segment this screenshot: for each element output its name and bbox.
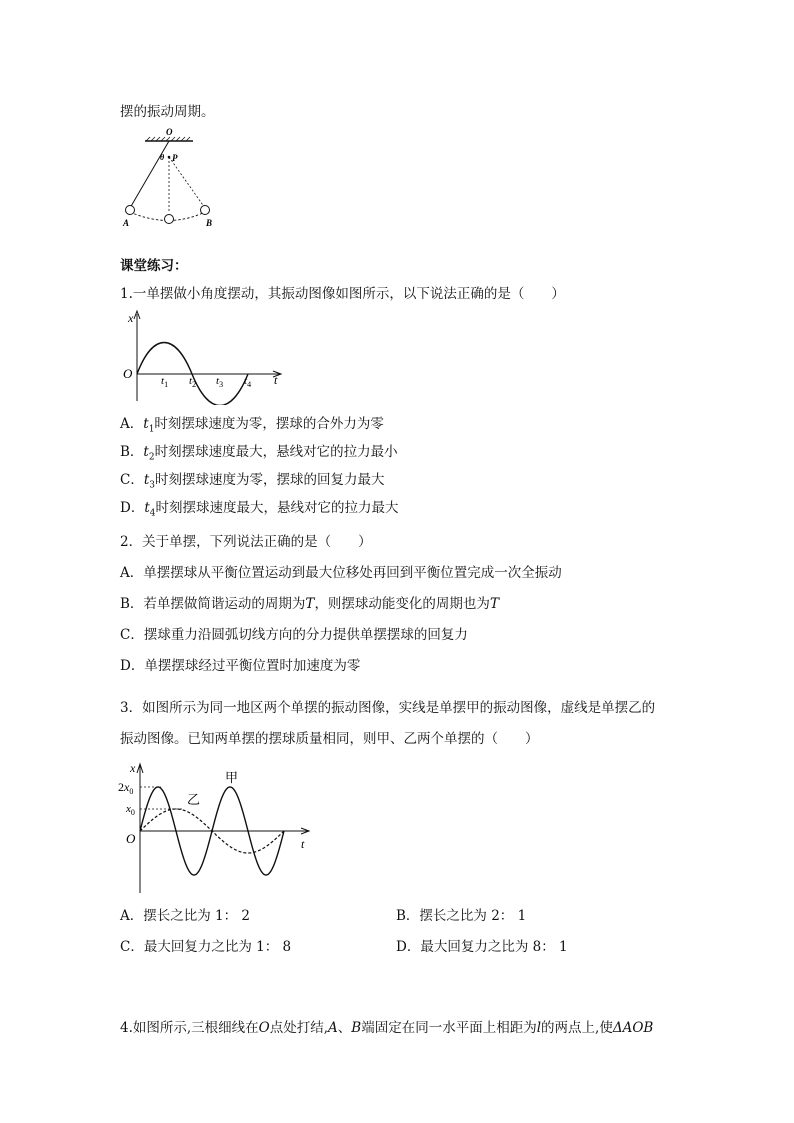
q1-option-a[interactable]: A．$t_1$时刻摆球速度为零，摆球的合外力为零 — [120, 416, 384, 435]
pendulum-figure — [115, 125, 225, 230]
intro-text: 摆的振动周期。 — [120, 104, 215, 120]
q3-ylabel: x — [130, 761, 136, 775]
q1-origin: O — [123, 366, 133, 381]
label-A: A — [123, 218, 130, 228]
q3-label-yi: 乙 — [187, 792, 201, 807]
q3-origin: O — [126, 831, 136, 846]
q4-stem: 4.如图所示,三根细线在O点处打结,A、B端固定在同一水平面上相距为l的两点上,使ΔAOB — [120, 1020, 654, 1036]
peg-P — [168, 156, 171, 159]
q3-option-d[interactable]: D．最大回复力之比为 8： 1 — [396, 939, 568, 955]
q3-stem-line2: 振动图像。已知两单摆的摆球质量相同，则甲、乙两个单摆的（ ） — [120, 731, 539, 747]
bob-bottom — [165, 215, 174, 224]
q2-option-a[interactable]: A．单摆摆球从平衡位置运动到最大位移处再回到平衡位置完成一次全振动 — [120, 565, 562, 581]
q3-graph — [115, 755, 320, 895]
q3-ytick-x0: $x_0$ — [126, 803, 135, 817]
q3-stem-line1: 3．如图所示为同一地区两个单摆的振动图像，实线是单摆甲的振动图像，虚线是单摆乙的 — [120, 700, 656, 716]
q1-option-b[interactable]: B．$t_2$时刻摆球速度最大，悬线对它的拉力最小 — [120, 444, 398, 463]
q1-option-c[interactable]: C．$t_3$时刻摆球速度为零，摆球的回复力最大 — [120, 472, 385, 491]
q1-option-d[interactable]: D．$t_4$时刻摆球速度最大，悬线对它的拉力最大 — [120, 500, 399, 519]
q1-tick-t3: $t_3$ — [216, 375, 224, 389]
section-title: 课堂练习： — [120, 258, 188, 274]
q1-tick-t1: $t_1$ — [161, 375, 169, 389]
label-O: O — [166, 127, 173, 137]
label-B: B — [206, 218, 213, 228]
q3-option-b[interactable]: B．摆长之比为 2： 1 — [396, 908, 527, 924]
string-PB — [169, 157, 205, 208]
q3-ytick-2x0: $2x_0$ — [118, 780, 134, 796]
q1-graph — [115, 305, 295, 405]
q1-tick-labels — [161, 375, 251, 389]
q3-xlabel: t — [301, 837, 305, 851]
label-P: P — [172, 153, 178, 163]
q1-tick-t2: $t_2$ — [189, 375, 197, 389]
bob-B — [201, 206, 210, 215]
bob-A — [126, 206, 135, 215]
q3-option-c[interactable]: C．最大回复力之比为 1： 8 — [120, 939, 292, 955]
q1-tick-t4: $t_4$ — [244, 375, 252, 389]
string-OA — [130, 141, 169, 208]
q2-option-d[interactable]: D．单摆摆球经过平衡位置时加速度为零 — [120, 658, 361, 674]
q2-option-b[interactable]: B．若单摆做简谐运动的周期为T，则摆球动能变化的周期也为T — [120, 596, 499, 612]
q2-stem: 2．关于单摆，下列说法正确的是（ ） — [120, 534, 372, 550]
q3-label-jia: 甲 — [225, 770, 239, 785]
q2-option-c[interactable]: C．摆球重力沿圆弧切线方向的分力提供单摆摆球的回复力 — [120, 627, 468, 643]
q1-ylabel: x — [128, 311, 134, 325]
q1-stem: 1.一单摆做小角度摆动，其振动图像如图所示，以下说法正确的是（ ） — [120, 286, 565, 302]
label-theta: θ — [160, 153, 165, 162]
q3-option-a[interactable]: A．摆长之比为 1： 2 — [120, 908, 251, 924]
q1-xlabel: t — [274, 373, 278, 387]
